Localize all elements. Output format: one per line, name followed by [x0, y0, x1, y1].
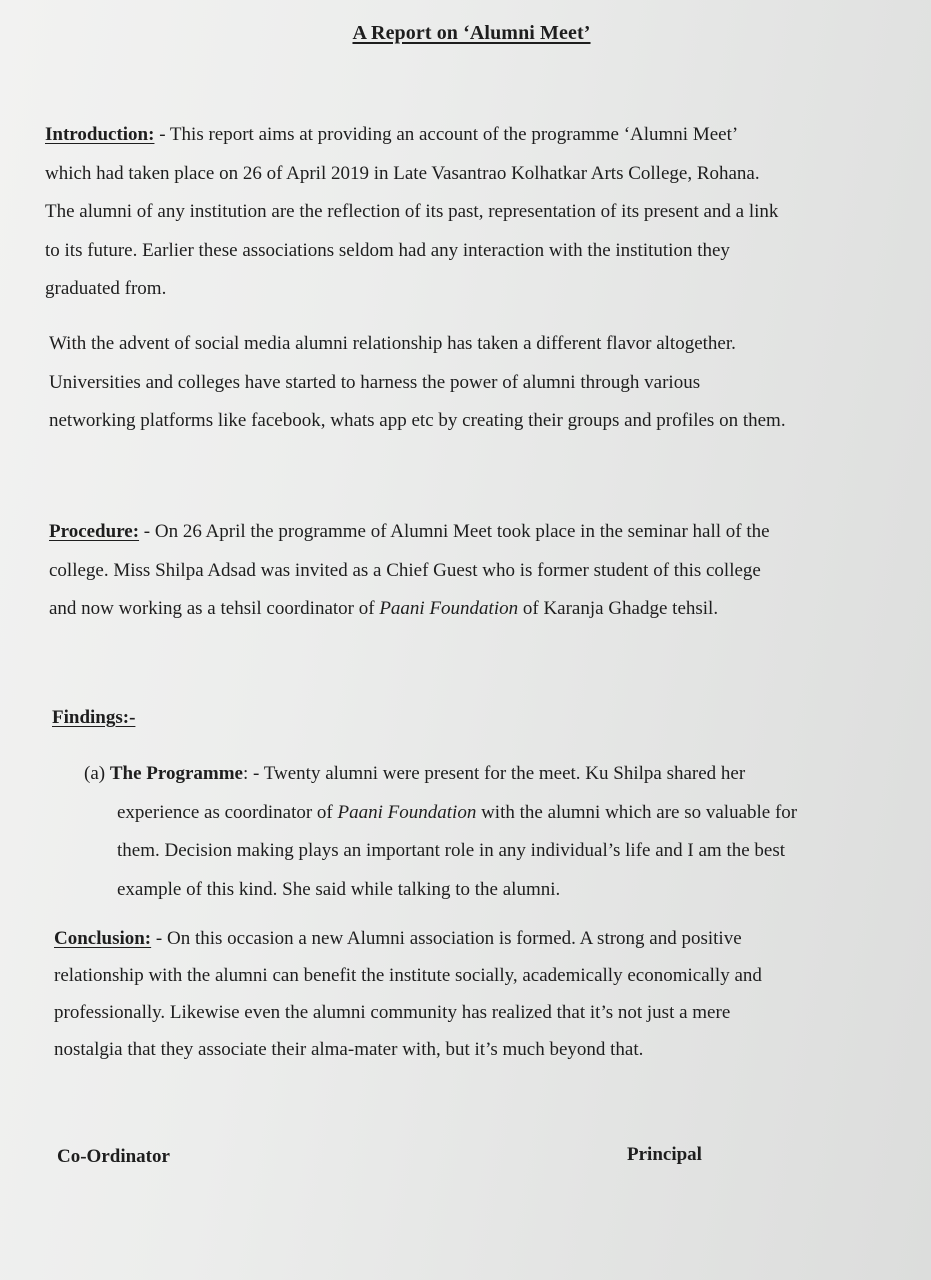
coordinator-signature-label: Co-Ordinator [57, 1146, 170, 1167]
paani-foundation-name: Paani Foundation [379, 598, 519, 619]
introduction-heading: Introduction: [45, 124, 155, 145]
procedure-heading: Procedure: [49, 521, 140, 542]
list-marker: (a) [84, 763, 110, 784]
programme-paragraph: (a) The Programme: - Twenty alumni were present for the meet. Ku Shilpa shared her experience as coordinator of Paani Foundation with the alumni which are so valuable for them. Decision making plays an important role in any individual’s life and I am the best example of this kind. She said while talking to the alumni. [84, 763, 798, 900]
principal-signature-label: Principal [627, 1144, 702, 1165]
findings-heading: Findings:- [52, 707, 136, 728]
procedure-paragraph: Procedure: - On 26 April the programme of Alumni Meet took place in the seminar hall of the college. Miss Shilpa Adsad was invited as a Chief Guest who is former student of this college and now working as a tehsil coordinator of Paani Foundation of Karanja Ghadge tehsil. [49, 521, 770, 619]
introduction-paragraph: Introduction: - This report aims at providing an account of the programme ‘Alumni Meet’ which had taken place on 26 of April 2019 in Late Vasantrao Kolhatkar Arts College, Rohana. The alumni of any institution are the reflection of its past, representation of its present and a link to its future. Earlier these associations seldom had any interaction with the institution they graduated from. [45, 124, 779, 299]
conclusion-paragraph: Conclusion: - On this occasion a new Alumni association is formed. A strong and positive relationship with the alumni can benefit the institute socially, academically economically and professionally. Likewise even the alumni community has realized that it’s not just a mere nostalgia that they associate their alma-mater with, but it’s much beyond that. [54, 928, 762, 1060]
paani-foundation-name: Paani Foundation [337, 801, 477, 823]
conclusion-heading: Conclusion: [54, 928, 152, 949]
social-media-paragraph: With the advent of social media alumni relationship has taken a different flavor altogether. Universities and colleges have started to harness the power of alumni through various networking platforms like facebook, whats app etc by creating their groups and profiles on them. [49, 333, 786, 431]
report-title: A Report on ‘Alumni Meet’ [352, 22, 591, 44]
programme-label: The Programme [109, 763, 243, 784]
findings-heading-block [52, 699, 135, 738]
